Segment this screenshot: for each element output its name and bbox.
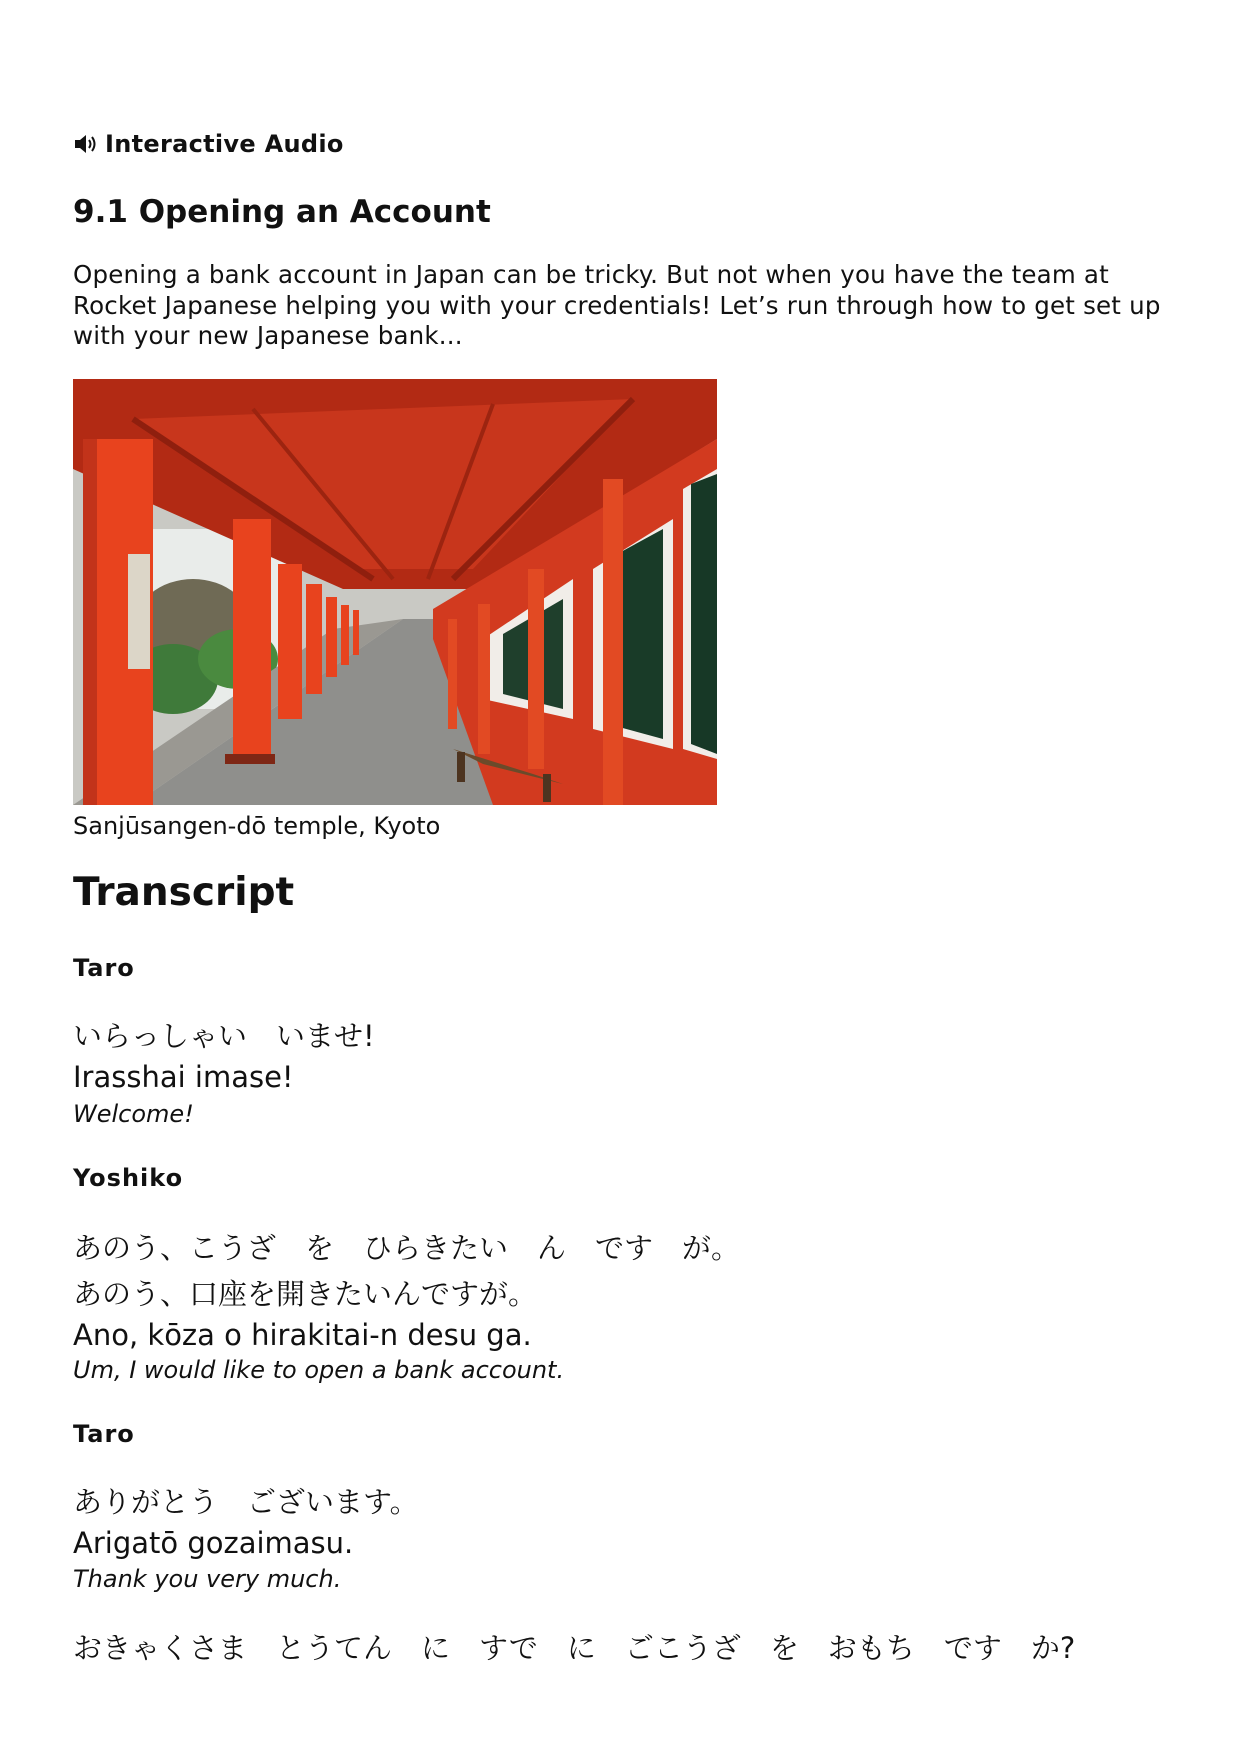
romaji-line: Irasshai imase! [73,1060,294,1094]
romaji-line: Ano, kōza o hirakitai-n desu ga. [73,1318,532,1352]
speaker-icon [73,133,97,155]
romaji-line: Arigatō gozaimasu. [73,1526,354,1560]
japanese-kanji: あのう、口座を開きたいんですが。 [73,1277,538,1311]
japanese-kana: あのう、こうざ を ひらきたい ん です が。 [73,1231,741,1265]
interactive-audio-label: Interactive Audio [105,130,344,158]
japanese-kana: おきゃくさま とうてん に すで に ごこうざ を おもち です か? [73,1631,1076,1665]
interactive-audio-link[interactable] [73,130,344,158]
english-translation: Um, I would like to open a bank account. [73,1356,565,1384]
intro-paragraph: Opening a bank account in Japan can be tricky. But not when you have the team at Rocket Japanese helping you with your credentials! Let’s run through how to get set up with your new Japanese bank... [73,260,1161,350]
section-title: 9.1 Opening an Account [73,194,491,230]
japanese-kana: いらっしゃい いませ! [73,1019,375,1053]
speaker-name: Taro [73,1420,135,1448]
temple-photo [73,379,717,805]
japanese-kana: ありがとう ございます。 [73,1485,419,1519]
english-translation: Welcome! [73,1100,194,1128]
speaker-name: Yoshiko [73,1164,184,1192]
speaker-name: Taro [73,954,135,982]
photo-caption: Sanjūsangen-dō temple, Kyoto [73,812,441,840]
transcript-heading: Transcript [73,870,295,915]
english-translation: Thank you very much. [73,1565,342,1593]
